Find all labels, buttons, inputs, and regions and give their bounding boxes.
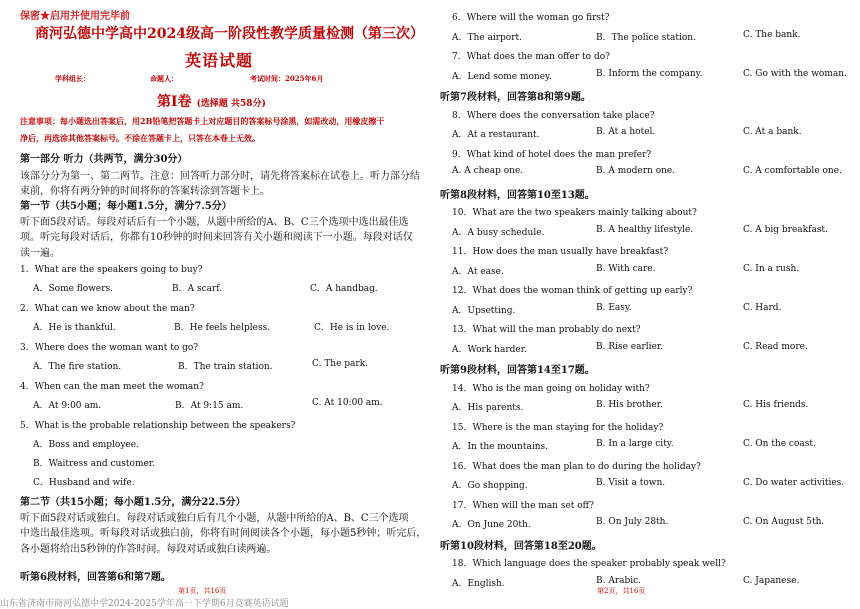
sec1-intro-3: 读一遍。	[20, 248, 60, 259]
q2-option-b: B．He feels helpless.	[174, 323, 271, 333]
option-b: B. A healthy lifestyle.	[596, 224, 694, 235]
option-a: A．The airport.	[452, 32, 522, 43]
question: 7．What does the man offer to do?	[452, 52, 610, 62]
option-a: A．Go shopping.	[452, 481, 528, 491]
option-c: C. A comfortable one.	[743, 166, 842, 176]
option-c: C. Do water activities.	[743, 478, 845, 488]
option-a: A．English.	[452, 578, 505, 589]
question: 18．Which language does the speaker probably speak well?	[452, 559, 726, 569]
option-a: A．Work harder.	[452, 344, 527, 355]
part1-intro-2: 束前，你将有两分钟的时间将你的答案转涂到答题卡上。	[20, 186, 270, 197]
sec2-intro-3: 各小题将给出5秒钟的作答时间。每段对话或独白读两遍。	[20, 544, 277, 555]
option-b: B. A modern one.	[596, 166, 676, 176]
page-footer-left: 第1页，共16页	[178, 587, 227, 595]
meta-time: 考试时间：2025年6月	[250, 74, 324, 83]
sec2-intro-1: 听下面5段对话或独白。每段对话或独白后有几个小题，从题中所给的A、B、C三个选项	[20, 513, 409, 524]
question-2: 2．What can we know about the man?	[20, 304, 195, 314]
sec1-intro-2: 项。听完每段对话后，你都有10秒钟的时间来回答有关小题和阅读下一小题。每段对话仅	[20, 232, 413, 243]
option-a: A．Upsetting.	[452, 305, 516, 316]
option-b: B. In a large city.	[596, 439, 674, 449]
option-b: B. At a hotel.	[596, 127, 656, 137]
sec2-title: 第二节（共15小题；每小题1.5分，满分22.5分）	[20, 497, 246, 508]
material-heading: 听第9段材料，回答第14至17题。	[440, 365, 595, 376]
option-a: A．His parents.	[452, 403, 524, 413]
part1-title: 第一部分 听力（共两节，满分30分）	[20, 154, 188, 165]
material-heading: 听第8段材料，回答第10至13题。	[440, 189, 595, 201]
question: 8．Where does the conversation take place?	[452, 110, 655, 121]
material-heading: 听第7段材料，回答第8和第9题。	[440, 92, 591, 103]
option-a: A. A cheap one.	[452, 166, 524, 176]
option-a: A．Lend some money.	[452, 71, 552, 82]
material-heading: 听第10段材料，回答第18至20题。	[440, 540, 602, 552]
q2-option-a: A．He is thankful.	[33, 323, 116, 333]
option-b: B. Visit a town.	[596, 478, 666, 488]
question: 6．Where will the woman go first?	[452, 13, 610, 23]
question: 17．When will the man set off?	[452, 500, 594, 511]
option-b: B. Inform the company.	[596, 68, 703, 79]
subject-title: 英语试题	[185, 51, 254, 70]
option-c: C. In a rush.	[743, 263, 800, 274]
q4-option-c: C. At 10:00 am.	[312, 398, 383, 408]
q5-option-c: C．Husband and wife.	[33, 478, 135, 488]
option-c: C. Go with the woman.	[743, 68, 847, 79]
q3-option-b: B．The train station.	[178, 362, 273, 372]
q5-option-b: B．Waitress and customer.	[33, 459, 155, 469]
option-c: C. On August 5th.	[743, 517, 825, 527]
volume-title	[157, 91, 266, 111]
q3-option-c: C. The park.	[312, 359, 369, 369]
q1-option-a: A．Some flowers.	[33, 284, 114, 294]
school-title: 商河弘德中学高中2024级高一阶段性教学质量检测（第三次）	[35, 26, 424, 42]
option-c: C. At a bank.	[743, 127, 802, 137]
question-4: 4．When can the man meet the woman?	[20, 382, 204, 392]
meta-author: 命题人：	[150, 74, 178, 83]
option-a: A．At ease.	[452, 266, 504, 277]
question-3: 3．Where does the woman want to go?	[20, 343, 199, 353]
q4-option-b: B．At 9:15 am.	[175, 401, 244, 411]
question: 16．What does the man plan to do during the holiday?	[452, 461, 701, 472]
q5-option-a: A．Boss and employee.	[33, 440, 139, 450]
option-b: B. With care.	[596, 263, 656, 274]
notice-line-2: 净后，再选涂其他答案标号。不涂在答题卡上，只答在本卷上无效。	[20, 133, 260, 143]
notice-line-1: 注意事项：每小题选出答案后，用2B铅笔把答题卡上对应题目的答案标号涂黑，如需改动，用橡皮擦干	[20, 116, 385, 126]
right-column	[430, 0, 860, 607]
question-5: 5．What is the probable relationship between the speakers?	[20, 421, 296, 431]
option-c: C. Read more.	[743, 341, 808, 352]
question: 11．How does the man usually have breakfast?	[452, 247, 669, 257]
part1-intro-1: 该部分分为第一、第二两节。注意：回答听力部分时，请先将答案标在试卷上。听力部分结	[20, 171, 420, 182]
page-footer-right: 第2页，共16页	[597, 587, 646, 595]
option-a: A．On June 20th.	[452, 520, 531, 530]
q1-option-b: B．A scarf.	[172, 284, 223, 294]
material-6: 听第6段材料，回答第6和第7题。	[20, 572, 171, 583]
meta-leader: 学科组长：	[55, 74, 90, 83]
sec2-intro-2: 中选出最佳选项。听每段对话或独白前，你将有时间阅读各个小题，每小题5秒钟；听完后，	[20, 528, 427, 539]
question: 13．What will the man probably do next?	[452, 325, 641, 335]
question-1: 1．What are the speakers going to buy?	[20, 265, 203, 275]
question: 10．What are the two speakers mainly talking about?	[452, 208, 697, 218]
option-b: B. Rise earlier.	[596, 341, 664, 352]
q2-option-c: C．He is in love.	[314, 323, 390, 333]
option-a: A．A busy schedule.	[452, 227, 545, 238]
watermark: 山东省济南市商河弘德中学2024-2025学年高一下学期6月竞赛英语试题	[0, 599, 289, 609]
q1-option-c: C．A handbag.	[310, 284, 378, 294]
option-a: A．In the mountains.	[452, 442, 548, 452]
option-c: C. The bank.	[743, 29, 801, 40]
option-c: C. A big breakfast.	[743, 224, 828, 235]
q4-option-a: A．At 9:00 am.	[33, 401, 102, 411]
question: 9．What kind of hotel does the man prefer?	[452, 149, 652, 160]
question: 15．Where is the man staying for the holiday?	[452, 422, 664, 433]
left-column	[0, 0, 430, 607]
option-b: B. Easy.	[596, 302, 632, 313]
option-b: B. On July 28th.	[596, 517, 669, 527]
option-c: C. Japanese.	[743, 575, 800, 586]
question: 12．What does the woman think of getting up early?	[452, 286, 693, 296]
sec1-intro-1: 听下面5段对话。每段对话后有一个小题，从题中所给的A、B、C三个选项中选出最佳选	[20, 217, 409, 228]
option-b: B．The police station.	[596, 32, 696, 43]
option-b: B. Arabic.	[596, 575, 642, 586]
option-b: B. His brother.	[596, 400, 663, 410]
volume-sub: (选择题 共58分)	[196, 99, 266, 109]
option-a: A．At a restaurant.	[452, 130, 540, 140]
option-c: C. Hard.	[743, 302, 782, 313]
confidential-mark: 保密★启用并使用完毕前	[20, 11, 130, 22]
option-c: C. His friends.	[743, 400, 809, 410]
q3-option-a: A．The fire station.	[33, 362, 122, 372]
option-c: C. On the coast.	[743, 439, 816, 449]
volume-label: 第Ⅰ卷	[157, 94, 192, 110]
sec1-title: 第一节（共5小题；每小题1.5分，满分7.5分）	[20, 201, 232, 212]
question: 14．Who is the man going on holiday with?	[452, 383, 650, 394]
